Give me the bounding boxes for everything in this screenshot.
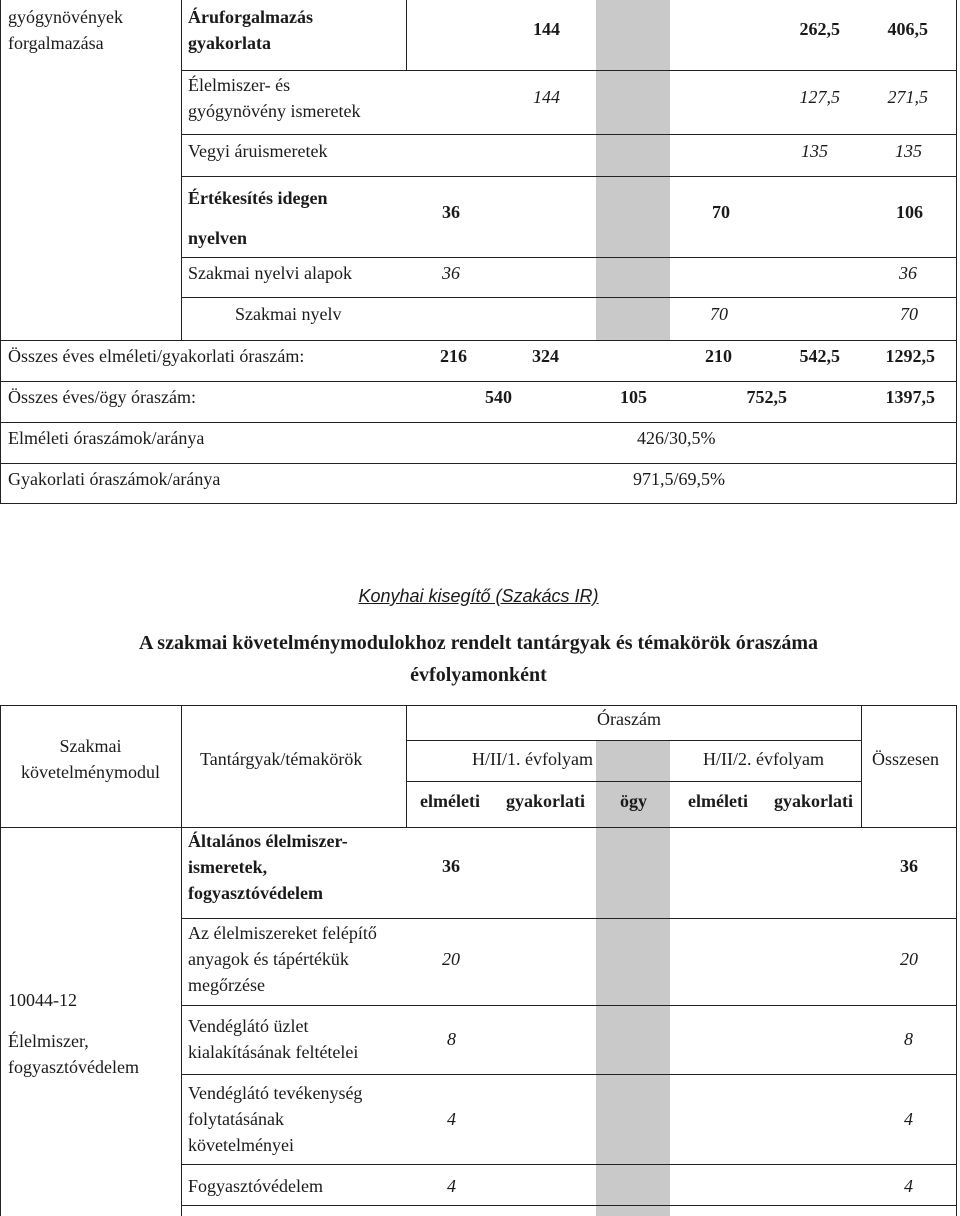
total-cell: 36 (899, 263, 917, 283)
subject-label: Áruforgalmazás gyakorlata (188, 7, 313, 53)
header-ogy: ögy (620, 791, 647, 811)
header-theory: elméleti (688, 791, 748, 811)
module-code: 10044-12 (8, 990, 77, 1010)
header-module: Szakmai követelménymodul (21, 736, 160, 782)
hours-cell: 36 (442, 856, 460, 876)
subject-label: Vendéglátó tevékenység folytatásának követelményei (188, 1083, 363, 1155)
header-year1: H/II/1. évfolyam (472, 749, 593, 769)
total-cell: 406,5 (887, 19, 928, 39)
summary-value: 752,5 (746, 387, 787, 407)
subject-label: Vegyi áruismeretek (188, 141, 328, 161)
total-cell: 106 (896, 202, 923, 222)
hours-cell: 20 (442, 949, 460, 969)
total-cell: 271,5 (887, 87, 928, 107)
grid-line (406, 781, 861, 782)
hours-cell: 70 (712, 202, 730, 222)
total-cell: 36 (900, 856, 918, 876)
grid-line (181, 176, 957, 177)
hours-cell: 4 (447, 1109, 456, 1129)
grid-line (0, 463, 957, 464)
grid-line (0, 422, 957, 423)
summary-value: 210 (705, 346, 732, 366)
header-practice: gyakorlati (506, 791, 585, 811)
grid-line (0, 0, 1, 503)
hours-cell: 36 (442, 263, 460, 283)
grid-line (0, 827, 957, 828)
grid-line (0, 340, 957, 341)
header-year2: H/II/2. évfolyam (703, 749, 824, 769)
grid-line (181, 705, 182, 1216)
module-group-label: gyógynövények forgalmazása (8, 7, 123, 53)
grid-line (181, 70, 957, 71)
hours-cell: 70 (710, 304, 728, 324)
grid-line (181, 918, 957, 919)
hours-cell: 262,5 (799, 19, 840, 39)
grid-line (956, 0, 957, 503)
grid-line (0, 705, 957, 706)
hours-cell: 8 (447, 1029, 456, 1049)
total-cell: 4 (904, 1176, 913, 1196)
ogy-column-shade (596, 0, 670, 340)
hours-cell: 36 (442, 202, 460, 222)
section-subtitle: Konyhai kisegítő (Szakács IR) (358, 586, 599, 606)
section-title-line1: A szakmai követelménymodulokhoz rendelt tantárgyak és témakörök óraszáma (138, 632, 819, 654)
subject-label: Általános élelmiszer- ismeretek, fogyasztóvédelem (188, 831, 348, 903)
grid-line (406, 0, 407, 70)
subject-label: Vendéglátó üzlet kialakításának feltételei (188, 1016, 359, 1062)
grid-line (181, 0, 182, 340)
hours-cell: 144 (533, 19, 560, 39)
grid-line (181, 1164, 957, 1165)
total-cell: 20 (900, 949, 918, 969)
header-total: Összesen (872, 749, 939, 769)
grid-line (0, 381, 957, 382)
summary-value: 324 (532, 346, 559, 366)
subject-label: Szakmai nyelvi alapok (188, 263, 352, 283)
grid-line (406, 740, 861, 741)
grid-line (956, 705, 957, 1216)
summary-label: Elméleti óraszámok/aránya (8, 428, 205, 448)
total-cell: 135 (895, 141, 922, 161)
header-theory: elméleti (420, 791, 480, 811)
hours-cell: 144 (533, 87, 560, 107)
header-practice: gyakorlati (774, 791, 853, 811)
summary-value: 1292,5 (885, 346, 935, 366)
subject-label: Élelmiszer- és gyógynövény ismeretek (188, 75, 361, 121)
subject-label: Értékesítés idegen nyelven (188, 188, 328, 248)
grid-line (181, 1074, 957, 1075)
hours-cell: 135 (801, 141, 828, 161)
hours-cell: 4 (447, 1176, 456, 1196)
summary-value: 105 (620, 387, 647, 407)
grid-line (181, 1005, 957, 1006)
total-cell: 70 (900, 304, 918, 324)
grid-line (181, 1205, 957, 1206)
header-subjects: Tantárgyak/témakörök (200, 749, 363, 769)
subject-label: Az élelmiszereket felépítő anyagok és tápértékük megőrzése (188, 923, 377, 995)
header-hours: Óraszám (597, 709, 661, 729)
summary-value: 1397,5 (885, 387, 935, 407)
summary-value: 426/30,5% (637, 428, 716, 448)
grid-line (861, 705, 862, 827)
summary-value: 216 (440, 346, 467, 366)
summary-label: Összes éves/ögy óraszám: (8, 387, 196, 407)
summary-label: Összes éves elméleti/gyakorlati óraszám: (8, 346, 305, 366)
grid-line (406, 705, 407, 827)
total-cell: 8 (904, 1029, 913, 1049)
grid-line (181, 297, 957, 298)
summary-value: 540 (485, 387, 512, 407)
summary-label: Gyakorlati óraszámok/aránya (8, 469, 221, 489)
total-cell: 4 (904, 1109, 913, 1129)
hours-cell: 127,5 (799, 87, 840, 107)
summary-value: 971,5/69,5% (633, 469, 725, 489)
subject-label: Szakmai nyelv (235, 304, 342, 324)
module-name: Élelmiszer, fogyasztóvédelem (8, 1031, 139, 1077)
summary-value: 542,5 (799, 346, 840, 366)
grid-line (0, 503, 957, 504)
grid-line (181, 134, 957, 135)
subject-label: Fogyasztóvédelem (188, 1176, 323, 1196)
section-title-line2: évfolyamonként (410, 664, 547, 686)
